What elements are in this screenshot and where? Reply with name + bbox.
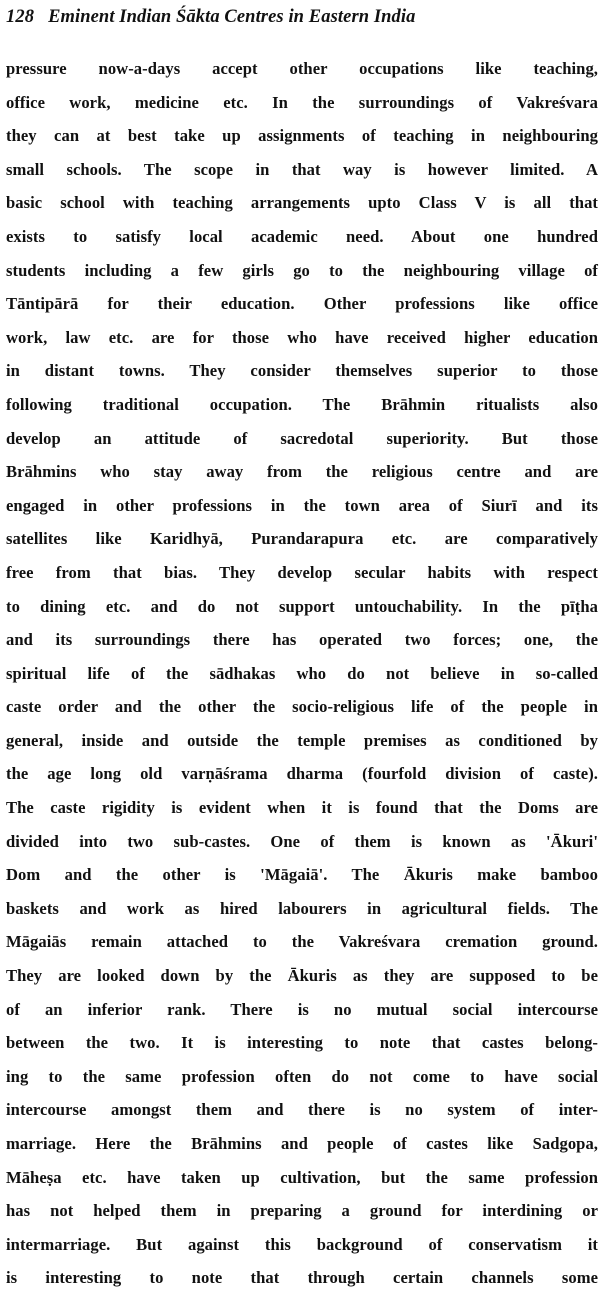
- text-line: Brāhmins who stay away from the religious centre and are: [6, 462, 598, 482]
- text-line: basic school with teaching arrangements upto Class V is all that: [6, 193, 598, 213]
- text-line: following traditional occupation. The Brāhmin ritualists also: [6, 394, 598, 414]
- text-line: marriage. Here the Brāhmins and people of castes like Sadgopa,: [6, 1134, 598, 1153]
- text-line: The caste rigidity is evident when it is found that the Doms are: [6, 798, 598, 818]
- text-line: of an inferior rank. There is no mutual social intercourse: [6, 999, 598, 1019]
- text-line: office work, medicine etc. In the surroundings of Vakreśvara: [6, 92, 598, 112]
- text-line: to dining etc. and do not support untouchability. In the pīṭha: [6, 596, 598, 616]
- text-line: intermarriage. But against this background of conservatism it: [6, 1234, 598, 1254]
- text-line: spiritual life of the sādhakas who do not believe in so-called: [6, 663, 598, 683]
- text-line: work, law etc. are for those who have received higher education: [6, 327, 598, 347]
- text-line: general, inside and outside the temple premises as conditioned by: [6, 730, 598, 750]
- text-line: caste order and the other the socio-religious life of the people in: [6, 697, 598, 717]
- text-line: in distant towns. They consider themselves superior to those: [6, 361, 598, 381]
- body-text: [6, 52, 598, 1295]
- running-header: [6, 2, 594, 32]
- text-line: Dom and the other is 'Māgaiā'. The Ākuris make bamboo: [6, 865, 598, 885]
- text-line: engaged in other professions in the town area of Siurī and its: [6, 495, 598, 515]
- text-line: ing to the same profession often do not come to have social: [6, 1066, 598, 1086]
- text-line: Māgaiās remain attached to the Vakreśvara cremation ground.: [6, 932, 598, 952]
- text-line: between the two. It is interesting to note that castes belong-: [6, 1033, 598, 1053]
- text-line: baskets and work as hired labourers in agricultural fields. The: [6, 898, 598, 918]
- text-line: exists to satisfy local academic need. About one hundred: [6, 226, 598, 246]
- text-line: pressure now-a-days accept other occupations like teaching,: [6, 59, 598, 78]
- text-line: has not helped them in preparing a ground for interdining or: [6, 1201, 598, 1221]
- text-line: free from that bias. They develop secular habits with respect: [6, 562, 598, 582]
- text-line: divided into two sub-castes. One of them is known as 'Ākuri': [6, 831, 598, 851]
- text-line: Tāntipārā for their education. Other professions like office: [6, 294, 598, 314]
- text-line: students including a few girls go to the neighbouring village of: [6, 260, 598, 280]
- text-line: small schools. The scope in that way is however limited. A: [6, 159, 598, 179]
- text-line: develop an attitude of sacredotal superiority. But those: [6, 428, 598, 448]
- text-line: the age long old varṇāśrama dharma (fourfold division of caste).: [6, 764, 598, 784]
- running-title: Eminent Indian Śākta Centres in Eastern India: [48, 7, 416, 27]
- text-line: satellites like Karidhyā, Purandarapura etc. are comparatively: [6, 529, 598, 549]
- text-line: and its surroundings there has operated two forces; one, the: [6, 630, 598, 650]
- text-line: Māheṣa etc. have taken up cultivation, but the same profession: [6, 1167, 598, 1187]
- text-line: They are looked down by the Ākuris as they are supposed to be: [6, 966, 598, 986]
- text-line: intercourse amongst them and there is no system of inter-: [6, 1100, 598, 1120]
- page-number: 128: [6, 7, 35, 27]
- text-line: is interesting to note that through certain channels some: [6, 1268, 598, 1288]
- text-line: they can at best take up assignments of teaching in neighbouring: [6, 126, 598, 146]
